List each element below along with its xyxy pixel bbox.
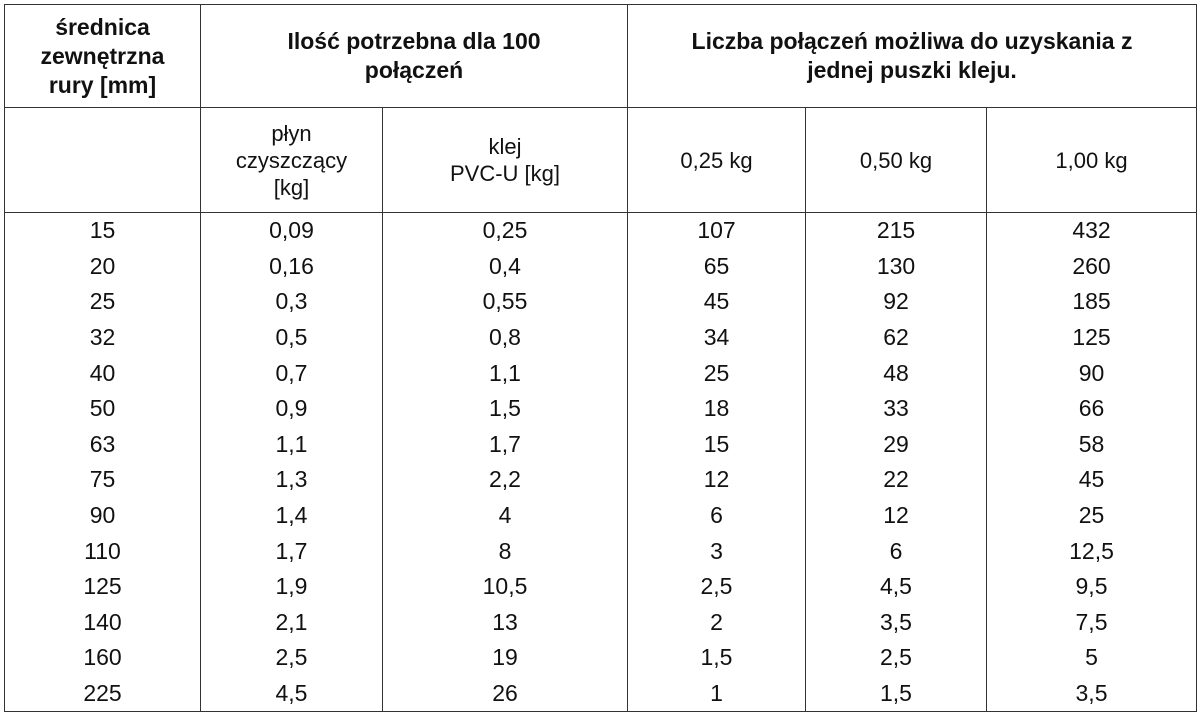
cell-diameter: 20 (5, 249, 201, 285)
header-row-main (5, 5, 1197, 108)
cell-cleaner: 2,5 (201, 640, 383, 676)
cell-can-050: 6 (806, 533, 987, 569)
cell-diameter: 32 (5, 320, 201, 356)
cell-can-025: 3 (628, 533, 806, 569)
cell-cleaner: 0,9 (201, 391, 383, 427)
cell-can-025: 12 (628, 462, 806, 498)
header-can-100 (987, 108, 1197, 213)
table-row (5, 284, 1197, 320)
header-glue (383, 108, 628, 213)
header-joints-label: Liczba połączeń możliwa do uzyskania z jednej puszki kleju. (691, 28, 1133, 83)
cell-can-025: 25 (628, 355, 806, 391)
cell-diameter: 75 (5, 462, 201, 498)
cell-diameter: 110 (5, 533, 201, 569)
cell-can-100: 125 (987, 320, 1197, 356)
cell-can-025: 107 (628, 213, 806, 249)
cell-can-100: 7,5 (987, 605, 1197, 641)
header-diameter (5, 5, 201, 108)
cell-can-100: 45 (987, 462, 1197, 498)
cell-can-100: 185 (987, 284, 1197, 320)
cell-glue: 1,1 (383, 355, 628, 391)
cell-can-025: 15 (628, 427, 806, 463)
cell-diameter: 90 (5, 498, 201, 534)
cell-can-025: 6 (628, 498, 806, 534)
table-row (5, 249, 1197, 285)
cell-can-100: 25 (987, 498, 1197, 534)
cell-diameter: 63 (5, 427, 201, 463)
cell-can-025: 18 (628, 391, 806, 427)
cell-cleaner: 1,7 (201, 533, 383, 569)
header-glue-label: klej PVC-U [kg] (449, 134, 561, 186)
header-cleaner-label: płyn czyszczący [kg] (235, 120, 348, 200)
cell-can-050: 22 (806, 462, 987, 498)
table-row (5, 355, 1197, 391)
table-row (5, 569, 1197, 605)
cell-glue: 19 (383, 640, 628, 676)
cell-cleaner: 1,1 (201, 427, 383, 463)
header-row-sub (5, 108, 1197, 213)
header-can-050-label: 0,50 kg (859, 147, 933, 173)
cell-cleaner: 4,5 (201, 676, 383, 712)
cell-glue: 2,2 (383, 462, 628, 498)
cell-can-050: 33 (806, 391, 987, 427)
cell-can-100: 3,5 (987, 676, 1197, 712)
cell-diameter: 40 (5, 355, 201, 391)
cell-cleaner: 0,3 (201, 284, 383, 320)
pvc-glue-table (4, 4, 1197, 712)
cell-can-100: 66 (987, 391, 1197, 427)
cell-can-050: 48 (806, 355, 987, 391)
cell-can-100: 90 (987, 355, 1197, 391)
header-can-050 (806, 108, 987, 213)
cell-diameter: 25 (5, 284, 201, 320)
cell-can-050: 4,5 (806, 569, 987, 605)
cell-glue: 1,5 (383, 391, 628, 427)
cell-can-100: 58 (987, 427, 1197, 463)
cell-diameter: 225 (5, 676, 201, 712)
header-can-025 (628, 108, 806, 213)
table-row (5, 213, 1197, 249)
cell-can-050: 62 (806, 320, 987, 356)
cell-can-100: 9,5 (987, 569, 1197, 605)
cell-cleaner: 1,9 (201, 569, 383, 605)
cell-can-050: 3,5 (806, 605, 987, 641)
cell-cleaner: 0,16 (201, 249, 383, 285)
cell-diameter: 160 (5, 640, 201, 676)
cell-glue: 0,55 (383, 284, 628, 320)
table-row (5, 462, 1197, 498)
cell-glue: 0,4 (383, 249, 628, 285)
cell-glue: 10,5 (383, 569, 628, 605)
cell-cleaner: 1,4 (201, 498, 383, 534)
header-cleaner (201, 108, 383, 213)
cell-cleaner: 2,1 (201, 605, 383, 641)
cell-glue: 0,25 (383, 213, 628, 249)
cell-can-050: 1,5 (806, 676, 987, 712)
cell-can-050: 215 (806, 213, 987, 249)
cell-can-025: 45 (628, 284, 806, 320)
cell-can-025: 65 (628, 249, 806, 285)
cell-can-025: 2,5 (628, 569, 806, 605)
cell-can-100: 12,5 (987, 533, 1197, 569)
header-empty-cell (5, 108, 201, 213)
header-diameter-label: średnica zewnętrzna rury [mm] (40, 13, 165, 98)
cell-diameter: 125 (5, 569, 201, 605)
cell-glue: 4 (383, 498, 628, 534)
header-joints-group (628, 5, 1197, 108)
table-row (5, 640, 1197, 676)
cell-glue: 0,8 (383, 320, 628, 356)
cell-cleaner: 0,7 (201, 355, 383, 391)
cell-diameter: 15 (5, 213, 201, 249)
cell-cleaner: 0,09 (201, 213, 383, 249)
table-row (5, 498, 1197, 534)
cell-glue: 26 (383, 676, 628, 712)
cell-glue: 1,7 (383, 427, 628, 463)
header-can-025-label: 0,25 kg (680, 147, 753, 173)
table-row (5, 676, 1197, 712)
header-quantity-label: Ilość potrzebna dla 100 połączeń (287, 28, 541, 83)
cell-can-100: 432 (987, 213, 1197, 249)
header-quantity-group (201, 5, 628, 108)
cell-can-100: 5 (987, 640, 1197, 676)
table-row (5, 391, 1197, 427)
cell-glue: 13 (383, 605, 628, 641)
cell-cleaner: 0,5 (201, 320, 383, 356)
table-row (5, 533, 1197, 569)
cell-glue: 8 (383, 533, 628, 569)
cell-diameter: 50 (5, 391, 201, 427)
cell-can-050: 29 (806, 427, 987, 463)
cell-cleaner: 1,3 (201, 462, 383, 498)
cell-diameter: 140 (5, 605, 201, 641)
table-row (5, 427, 1197, 463)
cell-can-050: 130 (806, 249, 987, 285)
table-row (5, 320, 1197, 356)
cell-can-050: 92 (806, 284, 987, 320)
cell-can-025: 1,5 (628, 640, 806, 676)
cell-can-100: 260 (987, 249, 1197, 285)
header-can-100-label: 1,00 kg (1055, 147, 1128, 173)
cell-can-025: 1 (628, 676, 806, 712)
cell-can-025: 34 (628, 320, 806, 356)
table-row (5, 605, 1197, 641)
cell-can-050: 12 (806, 498, 987, 534)
cell-can-050: 2,5 (806, 640, 987, 676)
table-body (5, 213, 1197, 712)
cell-can-025: 2 (628, 605, 806, 641)
